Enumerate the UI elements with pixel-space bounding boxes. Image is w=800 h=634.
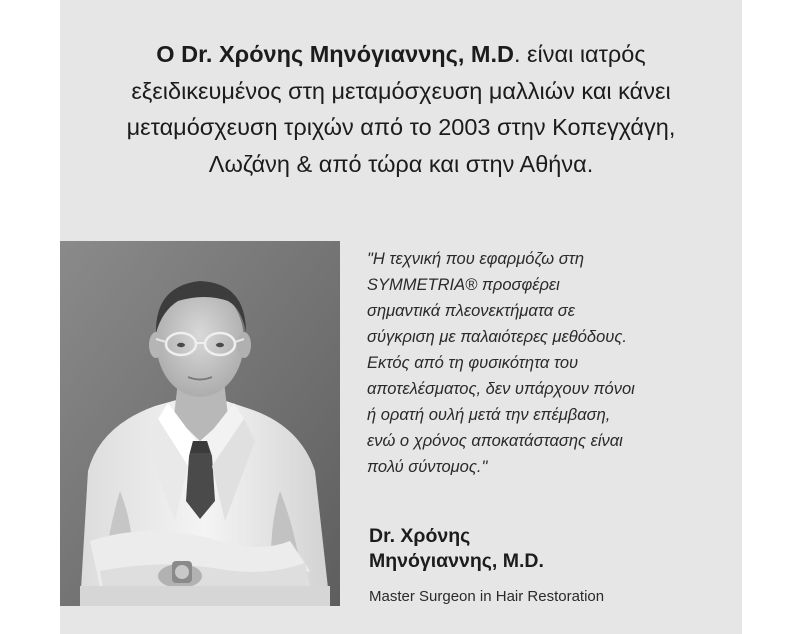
quote-line: αποτελέσματος, δεν υπάρχουν πόνοι [367, 380, 635, 398]
quote-line: ή ορατή ουλή μετά την επέμβαση, [367, 406, 611, 424]
intro-line-2: εξειδικευμένος στη μεταμόσχευση μαλλιών και κάνει [131, 77, 671, 104]
quote-line: Εκτός από τη φυσικότητα του [367, 354, 579, 372]
signature-name [369, 524, 729, 574]
quote-line: SYMMETRIA® προσφέρει [367, 276, 560, 294]
quote-line: σύγκριση με παλαιότερες μεθόδους. [367, 328, 627, 346]
quote-line: ενώ ο χρόνος αποκατάστασης είναι [367, 432, 623, 450]
signature-name-line-1: Dr. Χρόνης [369, 525, 471, 547]
intro-line-1 [60, 36, 742, 73]
intro-paragraph [60, 36, 742, 182]
intro-text-after-name: . είναι ιατρός [513, 41, 646, 67]
intro-line-3: μεταμόσχευση τριχών από το 2003 στην Κοπεγχάγη, [126, 114, 676, 140]
quote-line: πολύ σύντομος." [367, 458, 488, 476]
signature-title: Master Surgeon in Hair Restoration [369, 588, 605, 605]
signature-name-line-2: Μηνόγιαννης, M.D. [369, 550, 544, 572]
intro-line-4: Λωζάνη & από τώρα και στην Αθήνα. [208, 150, 594, 177]
testimonial-quote [367, 246, 727, 480]
quote-line: σημαντικά πλεονεκτήματα σε [367, 302, 575, 320]
portrait-illustration [60, 241, 340, 606]
doctor-name: Ο Dr. Χρόνης Μηνόγιαννης, M.D [156, 41, 514, 67]
quote-line: "Η τεχνική που εφαρμόζω στη [367, 250, 584, 268]
doctor-portrait-photo [60, 241, 340, 606]
